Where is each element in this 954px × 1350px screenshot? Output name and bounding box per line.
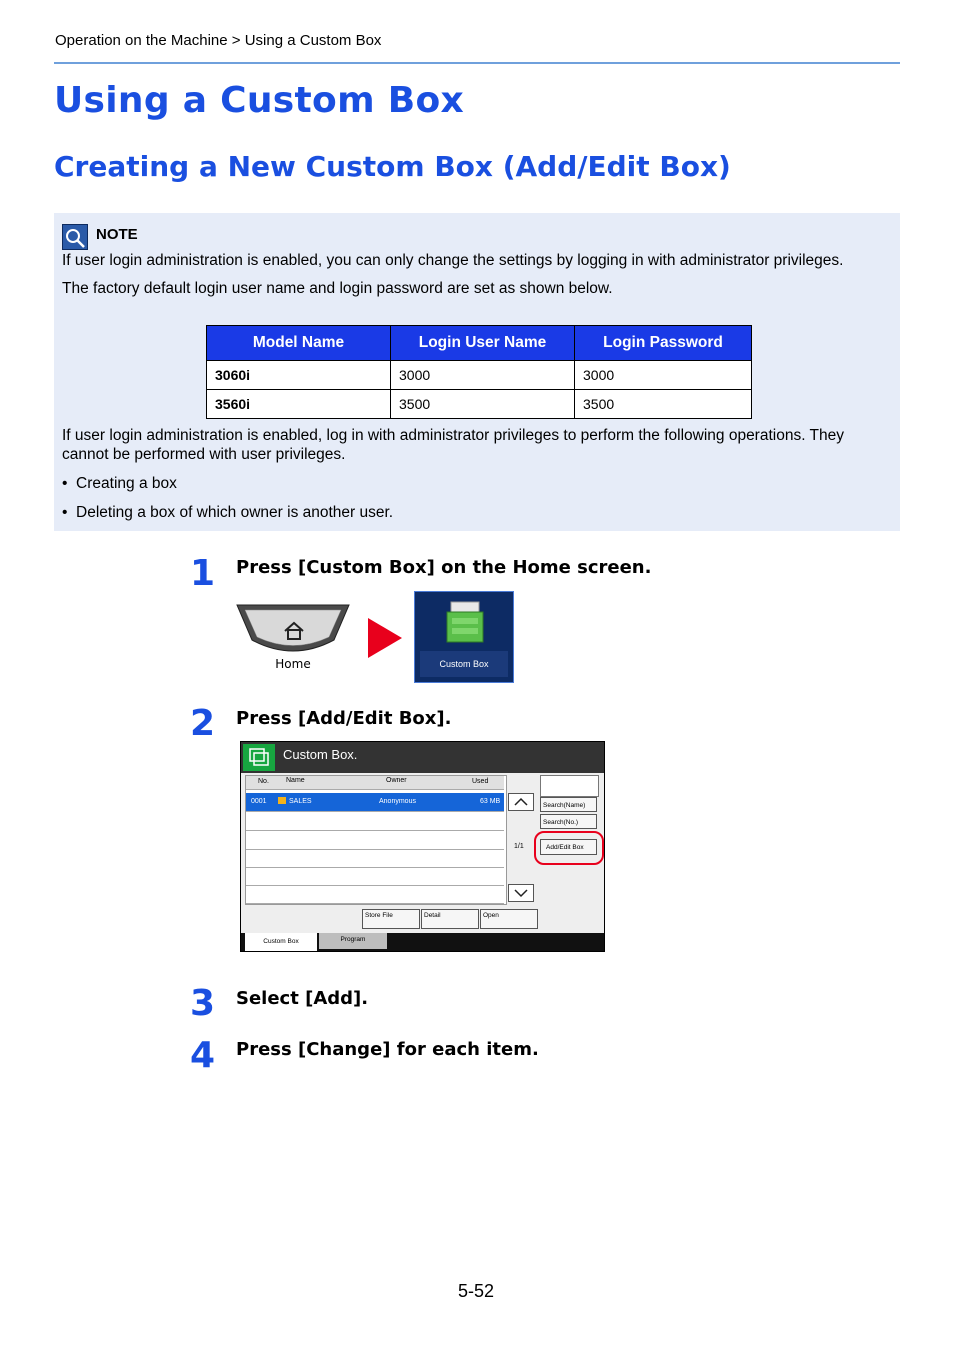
table-row: [207, 390, 752, 419]
table-cell: 3500: [575, 390, 752, 419]
table-header-user: Login User Name: [391, 326, 575, 361]
table-header-model: Model Name: [207, 326, 391, 361]
note-paragraph-3: If user login administration is enabled, log in with administrator privileges to perform the following operations. They cannot be performed with user privileges.: [62, 427, 845, 463]
tab-custom-box[interactable]: Custom Box: [245, 933, 317, 951]
custom-box-screen-icon: [243, 744, 275, 771]
page-title: Using a Custom Box: [54, 80, 465, 121]
note-bullet-text: Deleting a box of which owner is another user.: [76, 504, 394, 521]
tab-program[interactable]: Program: [319, 933, 387, 949]
step-number: 1: [190, 553, 216, 594]
folder-icon: [278, 797, 286, 804]
table-cell: 3560i: [207, 390, 391, 419]
col-header: Name: [286, 777, 305, 784]
list-item[interactable]: [246, 793, 504, 812]
search-name-button[interactable]: Search(Name): [540, 797, 597, 812]
custom-box-tile-label: Custom Box: [420, 651, 508, 677]
row-owner: Anonymous: [379, 798, 416, 805]
step-text: Select [Add].: [236, 988, 369, 1009]
store-file-button[interactable]: Store File: [362, 909, 420, 929]
list-item[interactable]: [246, 885, 504, 904]
col-header: No.: [258, 778, 269, 785]
screen-title-bar: [241, 742, 605, 773]
home-button-label: Home: [275, 657, 311, 671]
open-button[interactable]: Open: [480, 909, 538, 929]
page-indicator: 1/1: [514, 843, 524, 850]
header-divider: [54, 62, 900, 64]
step-text: Press [Custom Box] on the Home screen.: [236, 557, 652, 578]
page-number: 5-52: [458, 1281, 495, 1301]
note-bullet-text: Creating a box: [76, 475, 177, 492]
box-list: [245, 775, 507, 905]
row-name: SALES: [289, 798, 312, 805]
list-item[interactable]: [246, 812, 504, 831]
arrow-right-icon: [368, 618, 402, 658]
step-number: 4: [190, 1035, 216, 1076]
note-bullet: • Deleting a box of which owner is another user.: [62, 504, 394, 521]
chevron-down-icon: [509, 885, 533, 901]
step-number: 3: [190, 983, 216, 1024]
step-number: 2: [190, 703, 216, 744]
search-no-button[interactable]: Search(No.): [540, 814, 597, 829]
table-cell: 3500: [391, 390, 575, 419]
col-header: Owner: [386, 777, 407, 784]
section-title: Creating a New Custom Box (Add/Edit Box): [54, 150, 731, 183]
search-input[interactable]: [540, 775, 599, 797]
list-header: [246, 776, 504, 790]
table-cell: 3060i: [207, 361, 391, 390]
table-row: [207, 361, 752, 390]
login-table: [206, 325, 752, 419]
note-paragraph-1: If user login administration is enabled, you can only change the settings by logging in with administrator privileges.: [62, 252, 844, 269]
breadcrumb: Operation on the Machine > Using a Custom Box: [55, 32, 382, 49]
screen-title: Custom Box.: [283, 747, 358, 762]
add-edit-box-button[interactable]: Add/Edit Box: [540, 839, 597, 855]
table-header-password: Login Password: [575, 326, 752, 361]
highlight-circle: [534, 831, 604, 865]
scroll-down-button[interactable]: [508, 884, 534, 902]
table-cell: 3000: [575, 361, 752, 390]
note-icon: [62, 224, 88, 250]
detail-button[interactable]: Detail: [421, 909, 479, 929]
home-icon: [283, 621, 305, 646]
note-label: NOTE: [96, 226, 138, 243]
row-used: 63 MB: [480, 798, 501, 805]
row-no: 0001: [251, 798, 267, 805]
step-text: Press [Add/Edit Box].: [236, 708, 452, 729]
table-cell: 3000: [391, 361, 575, 390]
list-item[interactable]: [246, 831, 504, 850]
col-header: Used: [472, 778, 489, 785]
note-paragraph-2: The factory default login user name and login password are set as shown below.: [62, 280, 613, 297]
list-item[interactable]: [246, 849, 504, 868]
scroll-up-button[interactable]: [508, 793, 534, 811]
custom-box-screen: [240, 741, 605, 952]
list-item[interactable]: [246, 867, 504, 886]
note-bullet: • Creating a box: [62, 475, 177, 492]
custom-box-icon: [443, 600, 487, 649]
chevron-up-icon: [509, 794, 533, 810]
screen-tab-bar: [241, 933, 605, 952]
step-text: Press [Change] for each item.: [236, 1039, 539, 1060]
